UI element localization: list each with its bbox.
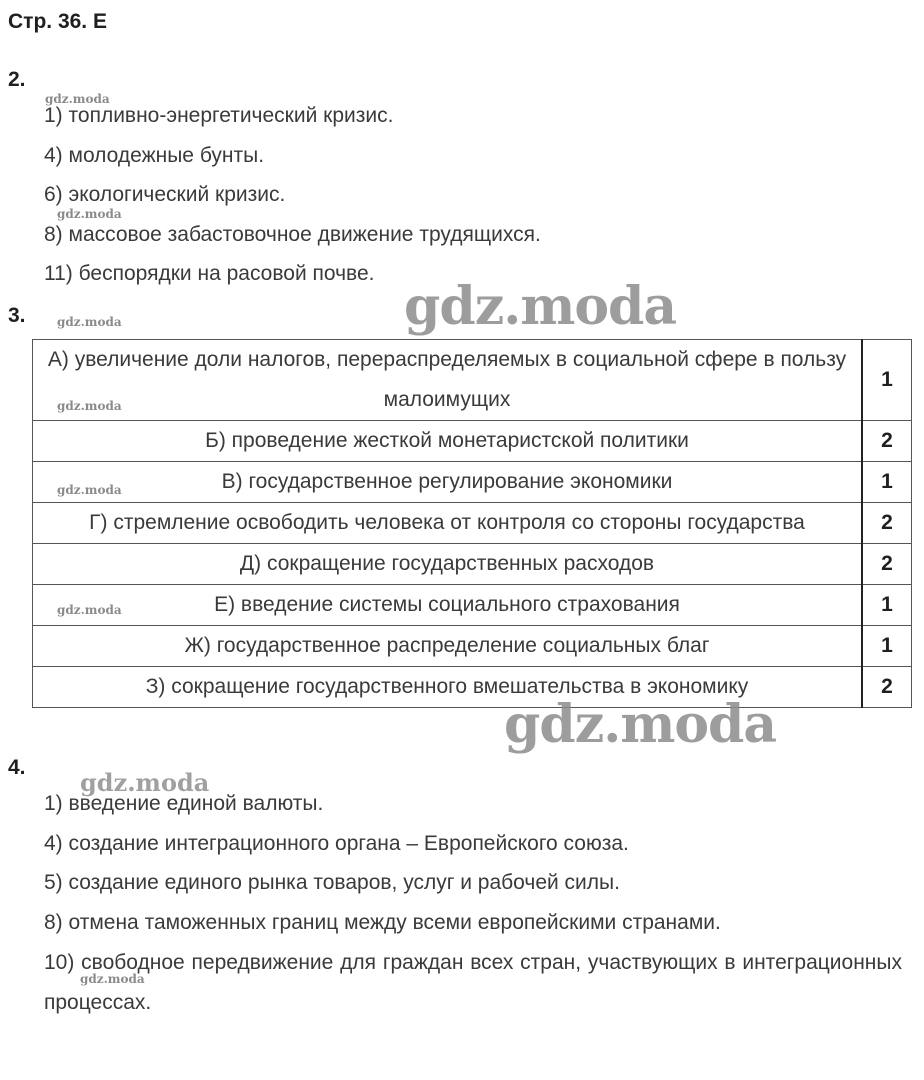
table-cell-text: З) сокращение государственного вмешательства в экономику [33,667,863,708]
answer-table [32,339,912,708]
watermark: gdz.moda [57,483,122,497]
list-item: 6) экологический кризис. [44,183,286,206]
watermark: gdz.moda [57,603,122,617]
watermark-large: gdz.moda [504,694,777,755]
table-cell-value: 2 [862,667,912,708]
watermark: gdz.moda [57,315,122,329]
table-cell-text: А) увеличение доли налогов, перераспределяемых в социальной сфере в пользу малоимущих [33,340,863,421]
question-3-number: 3. [8,304,26,327]
list-item: 8) массовое забастовочное движение трудящихся. [44,222,541,246]
table-cell-text: Г) стремление освободить человека от контроля со стороны государства [33,503,863,544]
list-item: 1) топливно-энергетический кризис. [44,104,394,127]
table-cell-value: 2 [862,503,912,544]
table-row [33,626,912,667]
table-cell-text: Ж) государственное распределение социальных благ [33,626,863,667]
table-row [33,340,912,421]
table-row [33,503,912,544]
question-4-number: 4. [8,756,26,779]
table-cell-value: 1 [862,626,912,667]
list-item: 5) создание единого рынка товаров, услуг и рабочей силы. [44,871,620,894]
table-cell-value: 1 [862,462,912,503]
list-item: 1) введение единой валюты. [44,792,324,815]
list-item: 8) отмена таможенных границ между всеми европейскими странами. [44,910,721,934]
watermark: gdz.moda [80,972,145,986]
table-row [33,421,912,462]
question-2-answers [44,104,541,302]
table-cell-text: Д) сокращение государственных расходов [33,544,863,585]
list-item: 11) беспорядки на расовой почве. [44,262,375,285]
question-2-number: 2. [8,68,26,91]
table-row [33,667,912,708]
question-4-answers [44,792,721,950]
table-cell-value: 2 [862,544,912,585]
watermark: gdz.moda [57,399,122,413]
table-cell-value: 1 [862,340,912,421]
list-item: 4) создание интеграционного органа – Европейского союза. [44,831,629,855]
list-item-last: 10) свободное передвижение для граждан всех стран, участвующих в интеграционных процессах. [44,951,902,1014]
watermark: gdz.moda [45,92,110,106]
table-cell-text: Е) введение системы социального страхования [33,585,863,626]
page-title: Стр. 36. Ε [8,10,107,33]
table-cell-text: В) государственное регулирование экономики [33,462,863,503]
list-item: 4) молодежные бунты. [44,143,265,167]
table-row [33,462,912,503]
table-cell-value: 2 [862,421,912,462]
table-cell-value: 1 [862,585,912,626]
table-cell-text: Б) проведение жесткой монетаристской политики [33,421,863,462]
table-row [33,585,912,626]
watermark: gdz.moda [57,207,122,221]
watermark: gdz.moda [80,768,210,797]
watermark-large: gdz.moda [404,276,677,337]
table-row [33,544,912,585]
